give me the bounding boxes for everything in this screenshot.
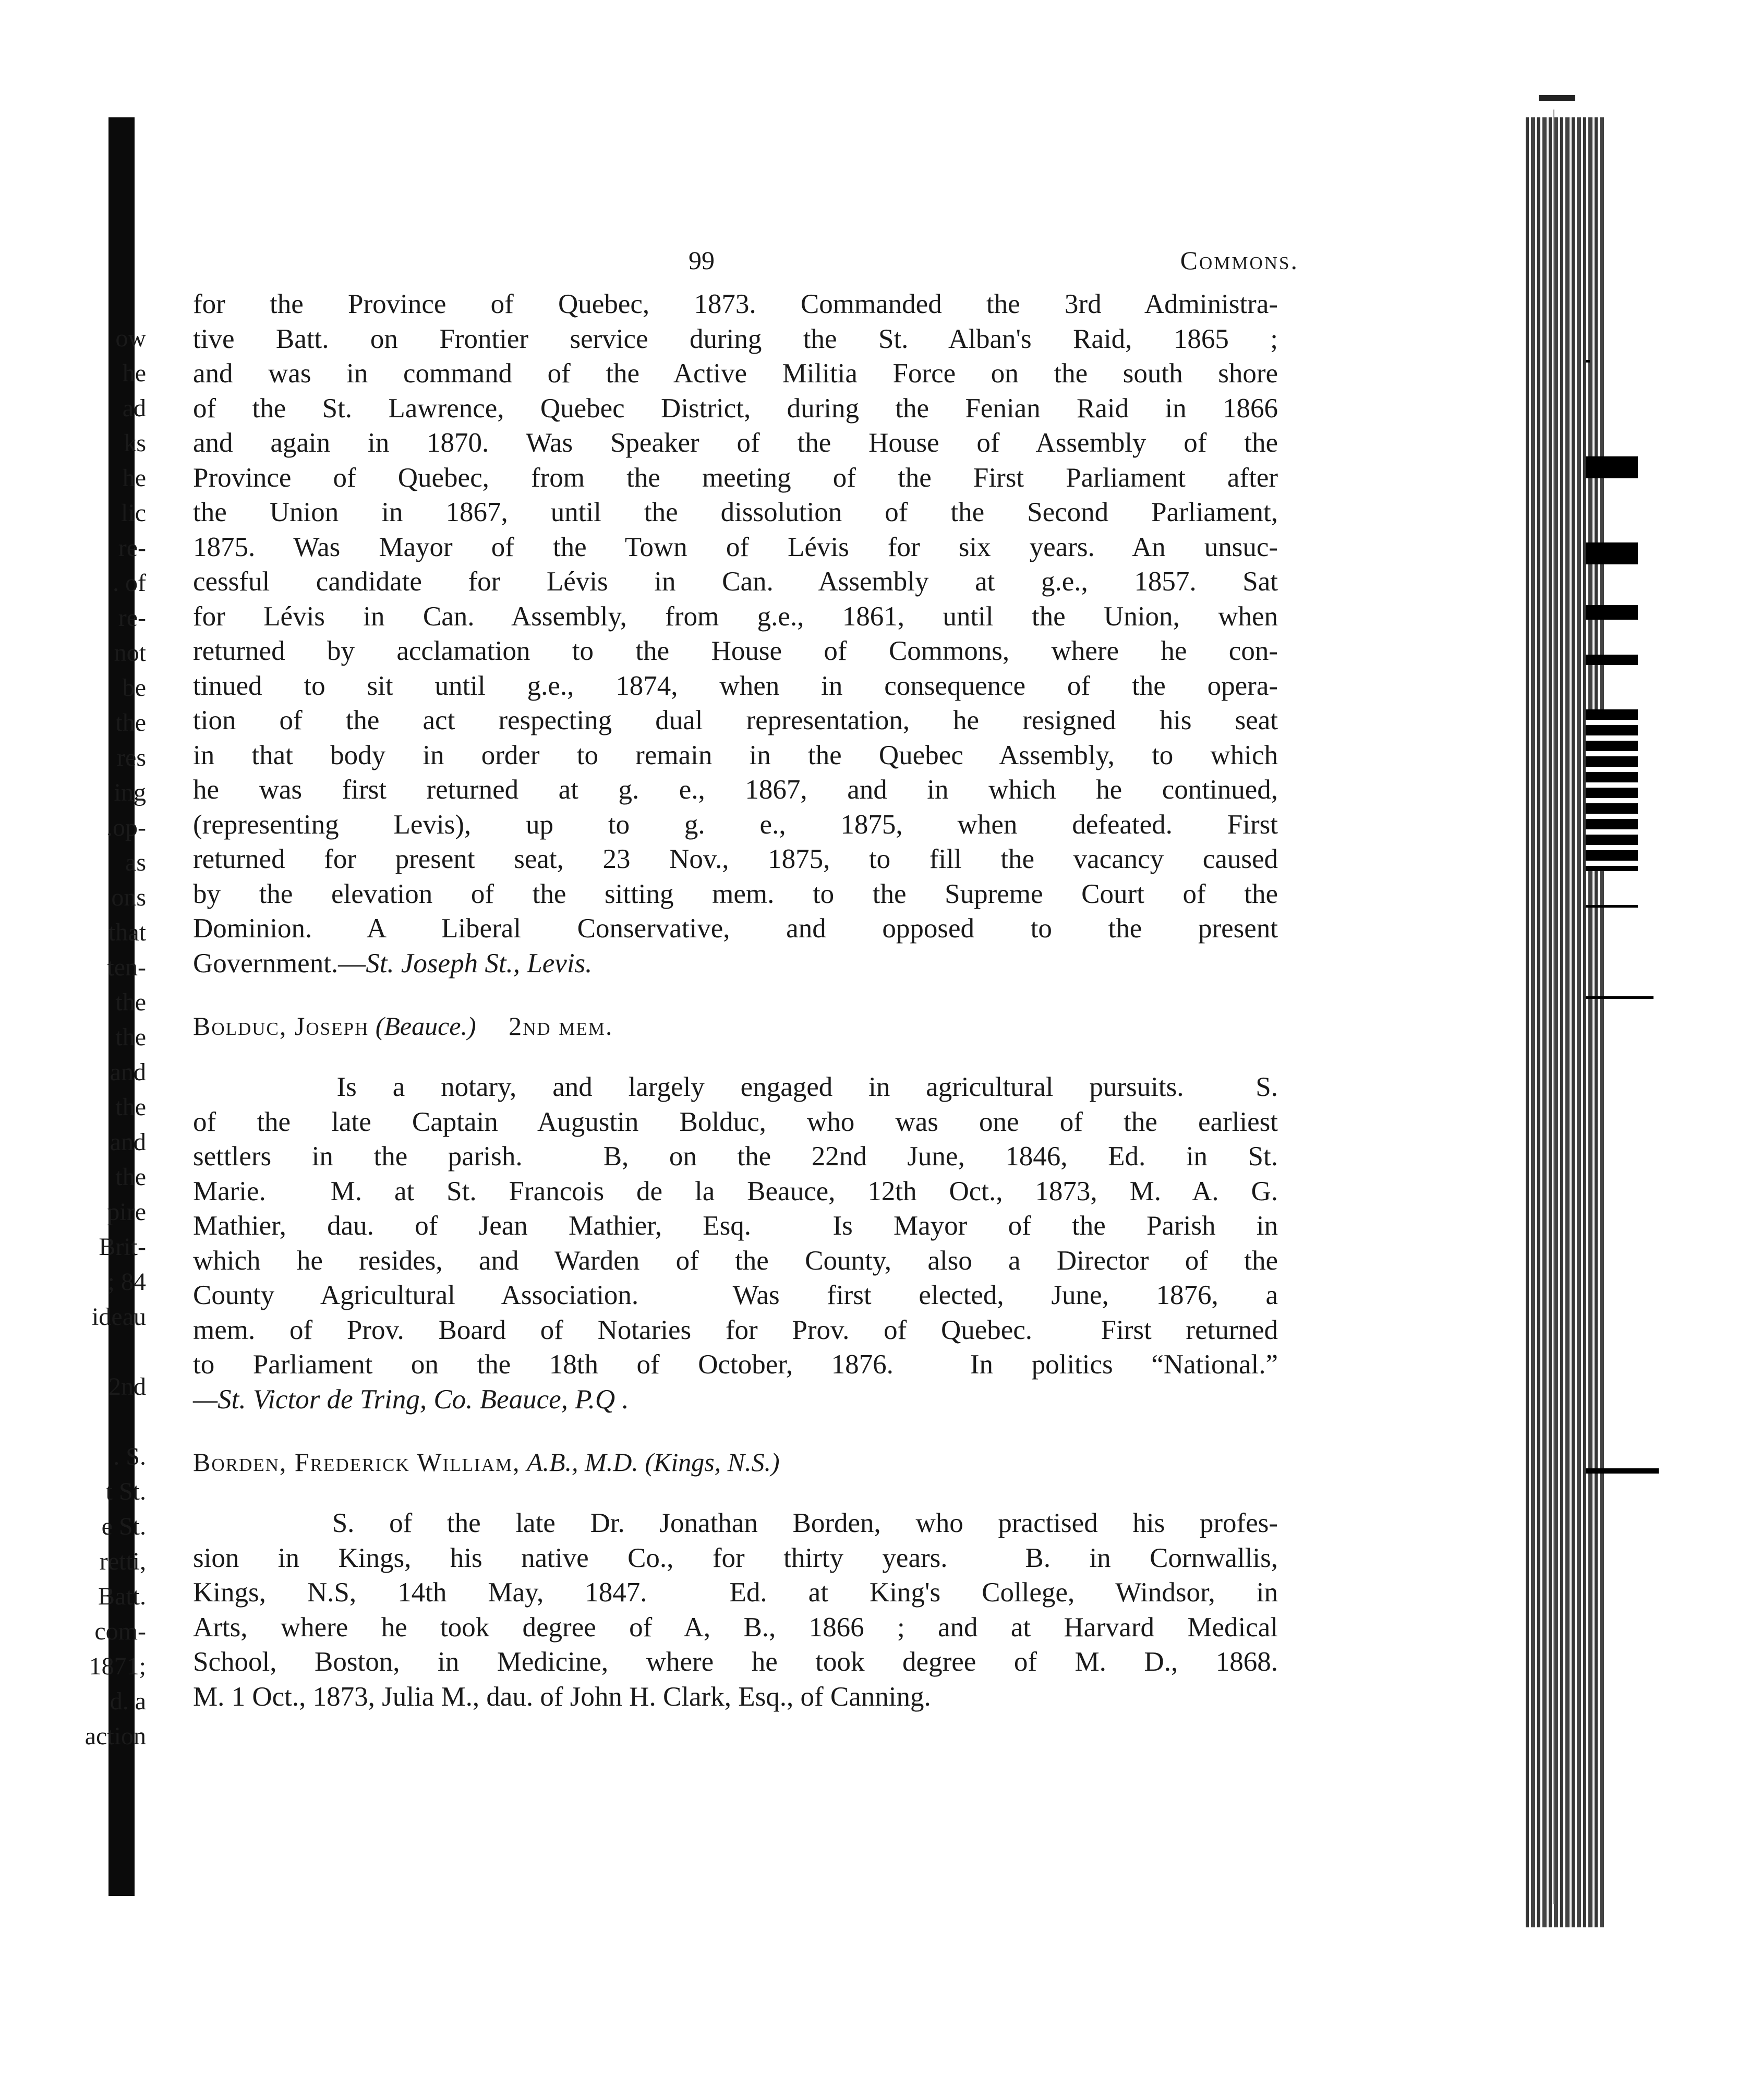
scan-edge-mark xyxy=(1539,95,1575,101)
text-line: (representing Levis), up to g. e., 1875, when defeated. First xyxy=(193,809,1278,840)
fragment-line: not xyxy=(114,639,146,667)
fragment-line: com- xyxy=(94,1618,146,1645)
edge-tick xyxy=(1586,542,1638,564)
entry-heading-bolduc xyxy=(193,1011,1278,1041)
edge-tick xyxy=(1586,360,1590,363)
fragment-line: the xyxy=(115,1023,146,1051)
fragment-line: be xyxy=(122,674,146,702)
fragment-line: e St. xyxy=(101,1513,146,1540)
text-line: sion in Kings, his native Co., for thirty years. B. in Cornwallis, xyxy=(193,1542,1278,1573)
fragment-line: the xyxy=(115,1093,146,1121)
fragment-line: lic xyxy=(121,499,146,527)
fragment-line: as xyxy=(125,849,146,876)
fragment-line: ow xyxy=(115,324,146,352)
fragment-line: and xyxy=(110,1058,146,1086)
fragment-line: t St. xyxy=(105,1478,146,1505)
text-line: Kings, N.S, 14th May, 1847. Ed. at King's College, Windsor, in xyxy=(193,1577,1278,1608)
text-line: returned for present seat, 23 Nov., 1875, to fill the vacancy caused xyxy=(193,844,1278,874)
text-line: tive Batt. on Frontier service during the St. Alban's Raid, 1865 ; xyxy=(193,323,1278,354)
page-header xyxy=(193,245,1299,287)
fragment-line: ad xyxy=(122,394,146,422)
fragment-line: action xyxy=(85,1722,146,1750)
fragment-line: Brit- xyxy=(99,1233,146,1261)
fragment-line: ons xyxy=(111,884,146,911)
constituency: (Kings, N.S.) xyxy=(645,1447,780,1477)
text-line: Arts, where he took degree of A, B., 1866 ; and at Harvard Medical xyxy=(193,1612,1278,1643)
constituency: (Beauce.) xyxy=(375,1011,476,1041)
text-line: of the late Captain Augustin Bolduc, who was one of the earliest xyxy=(193,1106,1278,1137)
text-plain: Government.— xyxy=(193,948,366,979)
text-line: S. of the late Dr. Jonathan Borden, who practised his profes- xyxy=(193,1508,1278,1538)
fragment-line: . S. xyxy=(113,1443,146,1470)
text-line: mem. of Prov. Board of Notaries for Prov. of Quebec. First returned xyxy=(193,1314,1278,1345)
residence-address: St. Joseph St., Levis. xyxy=(366,948,593,979)
text-line: for the Province of Quebec, 1873. Commanded the 3rd Administra- xyxy=(193,289,1278,319)
fragment-line: . of xyxy=(113,569,146,597)
text-line: he was first returned at g. e., 1867, and in which he continued, xyxy=(193,775,1278,805)
text-line: and was in command of the Active Militia Force on the south shore xyxy=(193,358,1278,389)
member-name: Borden, Frederick William, xyxy=(193,1447,521,1477)
text-line: cessful candidate for Lévis in Can. Assembly at g.e., 1857. Sat xyxy=(193,566,1278,597)
text-line: School, Boston, in Medicine, where he took degree of M. D., 1868. xyxy=(193,1647,1278,1677)
fragment-line: ks xyxy=(124,429,146,457)
entry-biography-borden xyxy=(193,1506,1278,1714)
text-line: in that body in order to remain in the Quebec Assembly, to which xyxy=(193,740,1278,770)
page-number: 99 xyxy=(689,246,715,275)
fragment-line: pire xyxy=(107,1198,146,1226)
edge-tick xyxy=(1586,905,1638,908)
member-note: 2nd mem. xyxy=(509,1011,613,1041)
fragment-line: ; 84 xyxy=(107,1268,146,1296)
edge-tick xyxy=(1586,456,1638,478)
text-line: Province of Quebec, from the meeting of the First Parliament after xyxy=(193,462,1278,493)
edge-tick xyxy=(1586,655,1638,665)
fragment-line: he xyxy=(122,359,146,387)
text-line: for Lévis in Can. Assembly, from g.e., 1861, until the Union, when xyxy=(193,601,1278,632)
member-name: Bolduc, Joseph xyxy=(193,1011,369,1041)
fragment-line: d. a xyxy=(110,1687,146,1715)
text-line: to Parliament on the 18th of October, 1876. In politics “National.” xyxy=(193,1349,1278,1380)
entry-biography-bolduc xyxy=(193,1070,1278,1417)
text-line: returned by acclamation to the House of Commons, where he con- xyxy=(193,636,1278,666)
text-line: which he resides, and Warden of the County, also a Director of the xyxy=(193,1245,1278,1276)
text-line: M. 1 Oct., 1873, Julia M., dau. of John H. Clark, Esq., of Canning. xyxy=(193,1681,931,1712)
edge-tick xyxy=(1586,1468,1659,1474)
fragment-line: the xyxy=(115,1163,146,1191)
entry-biography-continued xyxy=(193,287,1278,981)
facing-page-edge-line xyxy=(1553,110,1554,1904)
text-line: tion of the act respecting dual representation, he resigned his seat xyxy=(193,705,1278,735)
fragment-line: re- xyxy=(118,604,146,632)
fragment-line: and xyxy=(110,1128,146,1156)
text-line xyxy=(193,946,1278,981)
fragment-line: the xyxy=(115,709,146,737)
residence-address: —St. Victor de Tring, Co. Beauce, P.Q . xyxy=(193,1384,629,1415)
fragment-line xyxy=(0,1404,156,1439)
fragment-line: that xyxy=(108,919,146,946)
entry-heading-borden xyxy=(193,1447,1278,1477)
text-line: 1875. Was Mayor of the Town of Lévis for six years. An unsuc- xyxy=(193,532,1278,562)
text-line: and again in 1870. Was Speaker of the House of Assembly of the xyxy=(193,428,1278,458)
fragment-line: he xyxy=(122,464,146,492)
fragment-line: ideau xyxy=(92,1303,146,1331)
running-head: Commons. xyxy=(1180,246,1299,275)
facing-page-edge xyxy=(1526,117,1604,1927)
fragment-line: 2nd xyxy=(108,1373,146,1401)
edge-tick xyxy=(1586,996,1653,999)
page-content xyxy=(193,245,1299,1714)
degrees: A.B., M.D. xyxy=(526,1447,638,1477)
text-line: by the elevation of the sitting mem. to the Supreme Court of the xyxy=(193,878,1278,909)
text-line: Dominion. A Liberal Conservative, and opposed to the present xyxy=(193,913,1278,944)
text-line: Marie. M. at St. Francois de la Beauce, 12th Oct., 1873, M. A. G. xyxy=(193,1176,1278,1206)
text-line: of the St. Lawrence, Quebec District, during the Fenian Raid in 1866 xyxy=(193,393,1278,424)
edge-tick xyxy=(1586,605,1638,620)
fragment-line: 1871; xyxy=(89,1652,146,1680)
text-line: Mathier, dau. of Jean Mathier, Esq. Is Mayor of the Parish in xyxy=(193,1211,1278,1241)
facing-page-text-fragments xyxy=(0,321,156,1754)
fragment-line: the xyxy=(115,988,146,1016)
fragment-line: res xyxy=(117,744,146,771)
fragment-line: .op- xyxy=(106,814,146,841)
text-line: County Agricultural Association. Was first elected, June, 1876, a xyxy=(193,1280,1278,1310)
fragment-line: retti, xyxy=(99,1548,146,1575)
text-line: settlers in the parish. B, on the 22nd June, 1846, Ed. in St. xyxy=(193,1141,1278,1172)
edge-tick xyxy=(1586,709,1638,871)
text-line: the Union in 1867, until the dissolution of the Second Parliament, xyxy=(193,497,1278,527)
text-line: tinued to sit until g.e., 1874, when in consequence of the opera- xyxy=(193,670,1278,701)
fragment-line: Batt. xyxy=(98,1583,146,1610)
fragment-line: re- xyxy=(118,534,146,562)
text-line: Is a notary, and largely engaged in agricultural pursuits. S. xyxy=(193,1072,1278,1102)
fragment-line: ten- xyxy=(107,954,146,981)
fragment-line xyxy=(0,1334,156,1369)
fragment-line: ing xyxy=(114,779,146,806)
